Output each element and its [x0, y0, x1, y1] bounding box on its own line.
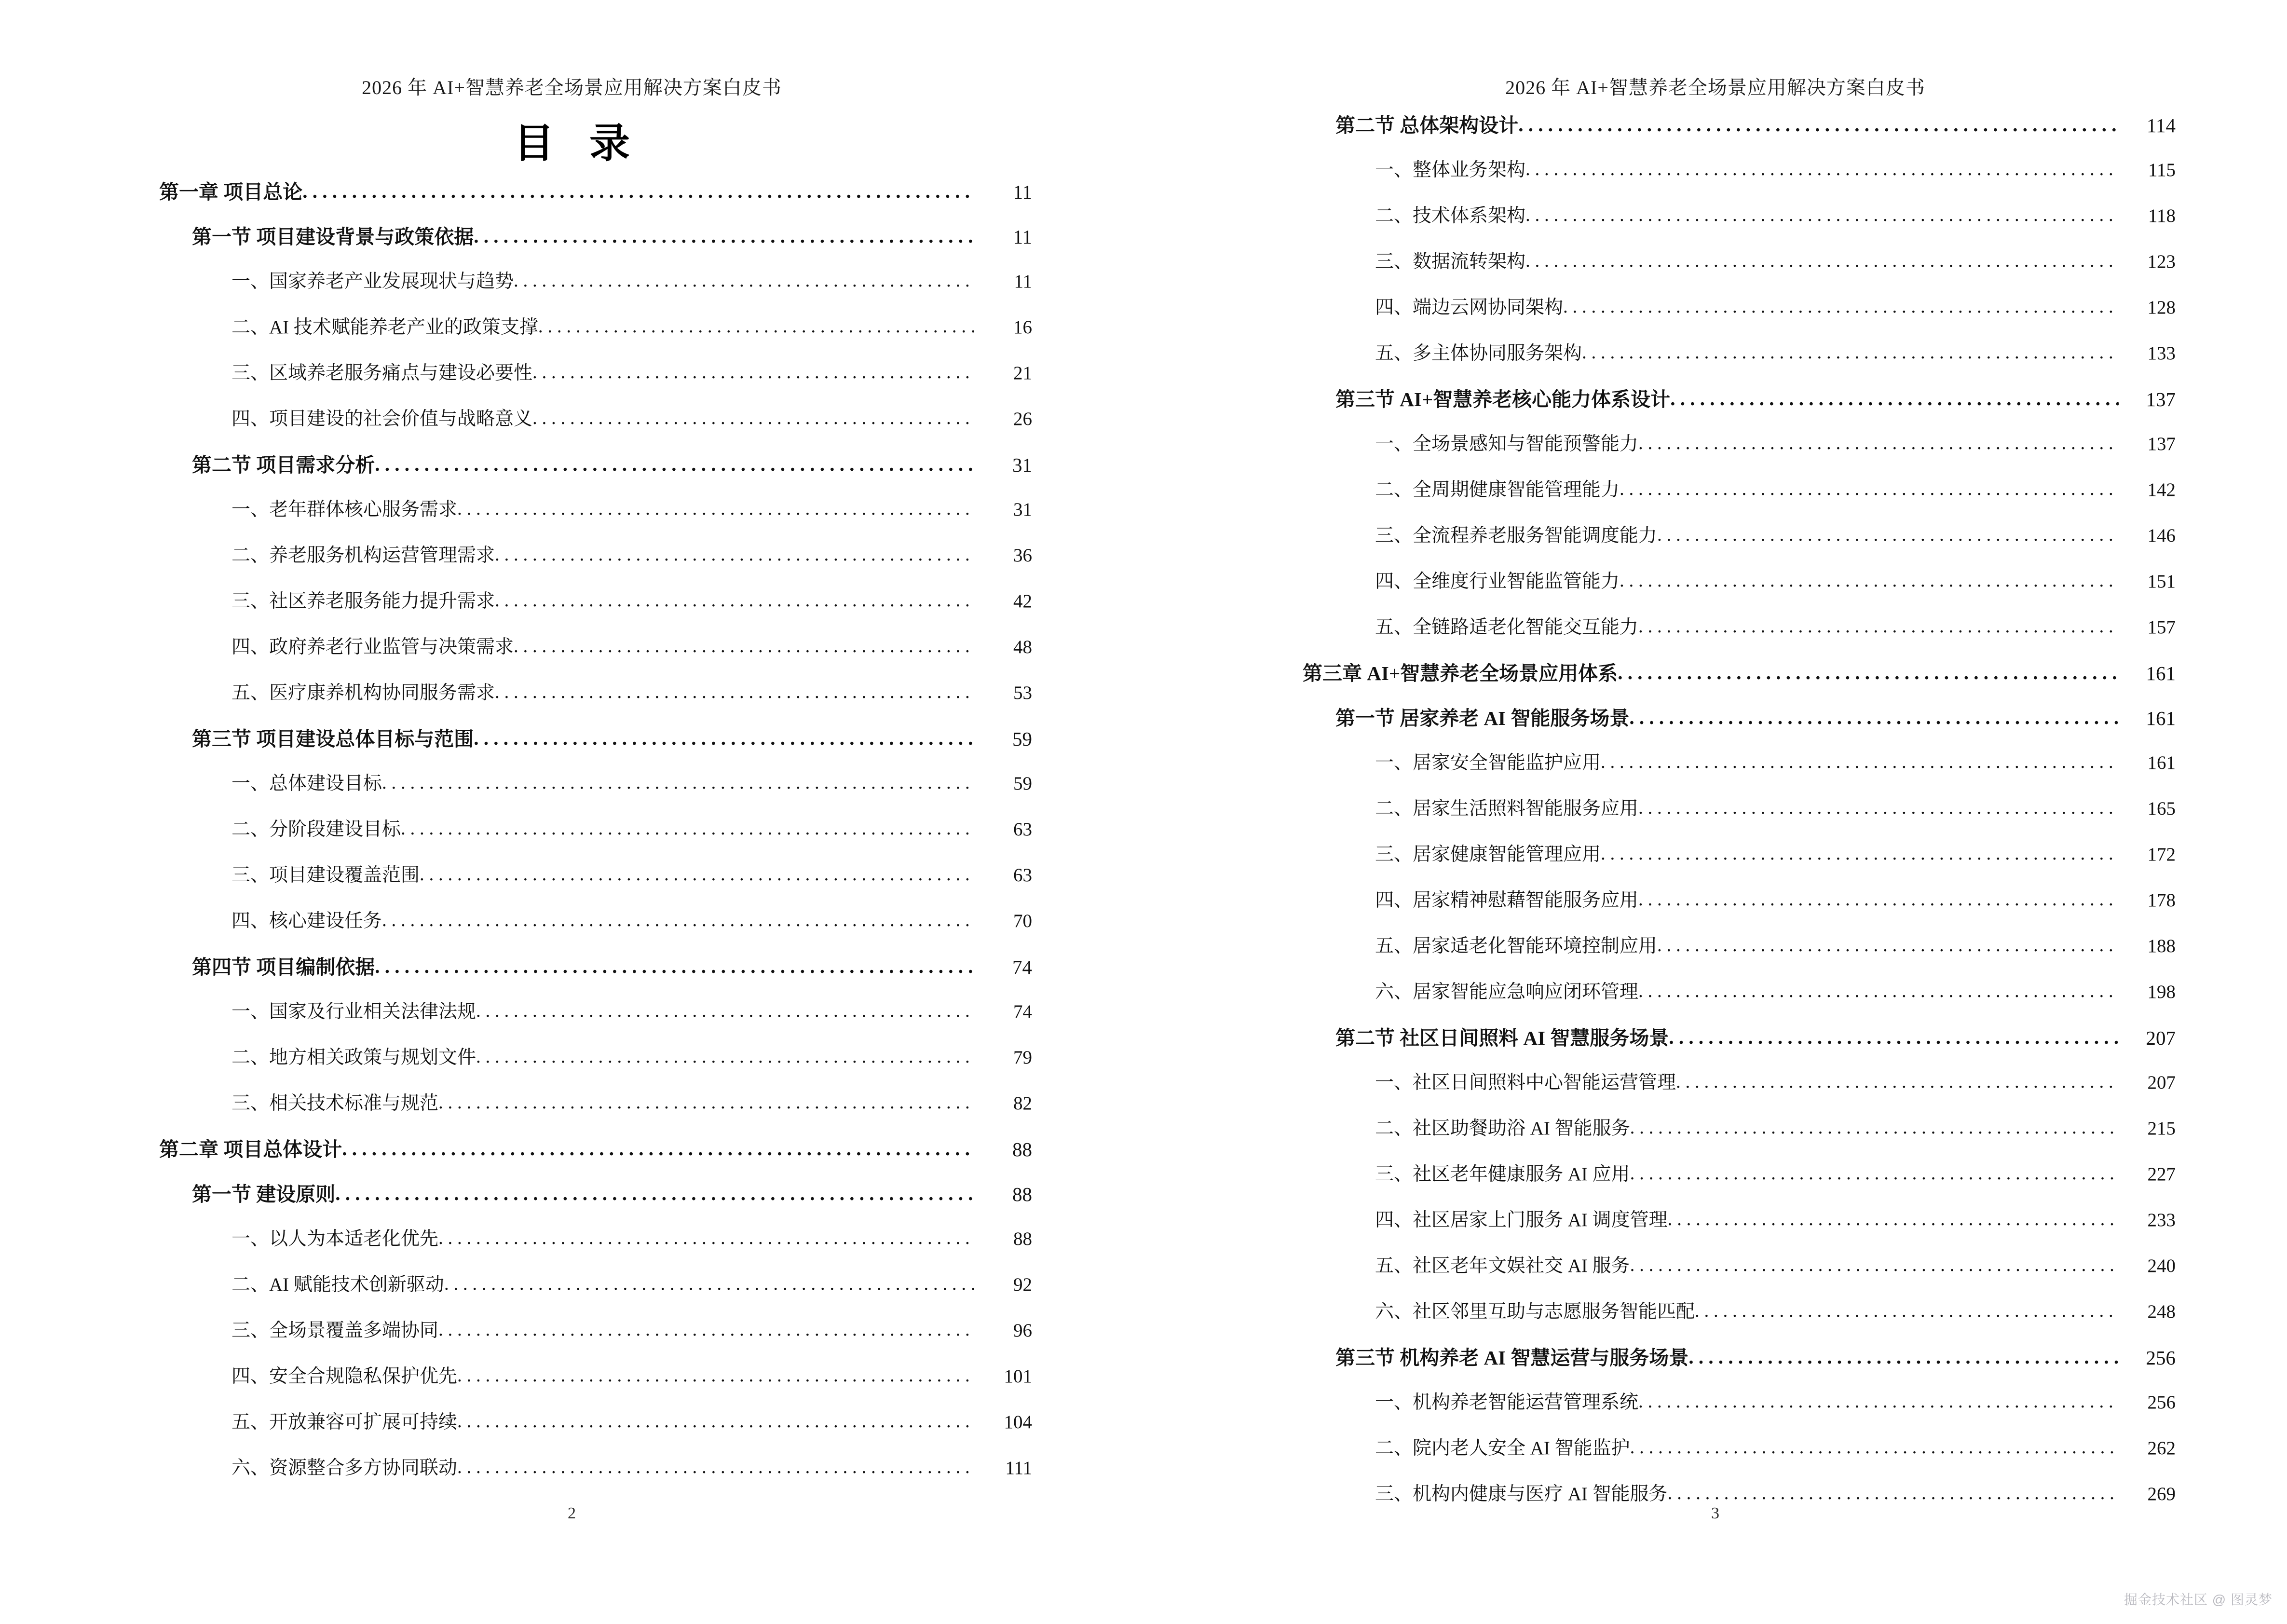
toc-entry-label: 五、全链路适老化智能交互能力: [1375, 617, 1639, 638]
toc-dot-leader: [302, 182, 975, 202]
toc-entry-level-3[interactable]: [1375, 891, 2176, 910]
toc-entry-label: 三、社区老年健康服务 AI 应用: [1375, 1164, 1630, 1185]
toc-entry-level-2[interactable]: [1335, 390, 2176, 409]
toc-entry-level-3[interactable]: [231, 500, 1032, 519]
toc-entry-page-number: 207: [2146, 1027, 2176, 1049]
page-right: [1144, 0, 2287, 1624]
toc-entry-label: 第三节 项目建设总体目标与范围: [192, 728, 474, 750]
toc-entry-level-3[interactable]: [231, 683, 1032, 702]
toc-entry-level-3[interactable]: [231, 546, 1032, 565]
toc-entry-page-number: 137: [2147, 434, 2176, 454]
toc-entry-label: 二、AI 赋能技术创新驱动: [231, 1274, 444, 1295]
toc-entry-page-number: 128: [2147, 297, 2176, 318]
toc-entry-label: 三、项目建设覆盖范围: [231, 865, 420, 886]
page-number: 2: [568, 1504, 576, 1522]
toc-dot-leader: [1638, 891, 2119, 910]
toc-entry-page-number: 11: [1013, 226, 1032, 248]
toc-entry-page-number: 88: [1012, 1138, 1032, 1160]
toc-entry-level-3[interactable]: [231, 1002, 1032, 1021]
toc-entry-label: 三、全流程养老服务智能调度能力: [1375, 525, 1658, 546]
toc-entry-page-number: 11: [1013, 181, 1032, 203]
toc-entry-label: 四、项目建设的社会价值与战略意义: [231, 409, 533, 429]
toc-entry-label: 一、总体建设目标: [231, 773, 382, 794]
toc-entry-level-3[interactable]: [1375, 526, 2176, 545]
toc-dot-leader: [1525, 206, 2119, 225]
toc-entry-level-3[interactable]: [1375, 298, 2176, 317]
toc-entry-page-number: 178: [2147, 890, 2176, 911]
running-header: 2026 年 AI+智慧养老全场景应用解决方案白皮书: [362, 77, 782, 98]
toc-dot-leader: [495, 592, 975, 611]
toc-entry-level-3[interactable]: [1375, 1211, 2176, 1229]
toc-dot-leader: [401, 820, 975, 839]
toc-entry-page-number: 42: [1013, 591, 1032, 612]
toc-entry-level-3[interactable]: [1375, 1302, 2176, 1321]
toc-dot-leader: [1629, 709, 2119, 728]
toc-entry-level-3[interactable]: [1375, 753, 2176, 772]
toc-entry-label: 一、社区日间照料中心智能运营管理: [1375, 1072, 1676, 1093]
toc-entry-page-number: 161: [2146, 662, 2176, 684]
toc-dot-leader: [1668, 1211, 2119, 1229]
toc-entry-level-3[interactable]: [231, 1413, 1032, 1432]
toc-entry-level-3[interactable]: [1375, 435, 2176, 453]
toc-dot-leader: [1563, 298, 2119, 317]
toc-entry-level-3[interactable]: [1375, 206, 2176, 225]
toc-entry-page-number: 70: [1013, 911, 1032, 931]
toc-dot-leader: [375, 957, 975, 977]
toc-dot-leader: [335, 1185, 975, 1204]
toc-dot-leader: [1630, 1165, 2119, 1184]
toc-dot-leader: [1601, 845, 2119, 864]
toc-entry-label: 二、分阶段建设目标: [231, 819, 401, 840]
toc-entry-label: 第四节 项目编制依据: [192, 956, 375, 978]
toc-entry-label: 第一节 居家养老 AI 智能服务场景: [1335, 707, 1630, 729]
toc-entry-level-3[interactable]: [1375, 572, 2176, 591]
toc-dot-leader: [514, 272, 975, 291]
toc-dot-leader: [1525, 161, 2119, 179]
toc-entry-label: 四、社区居家上门服务 AI 调度管理: [1375, 1210, 1668, 1230]
toc-entry-page-number: 161: [2146, 707, 2176, 729]
toc-entry-level-3[interactable]: [231, 272, 1032, 291]
toc-dot-leader: [1620, 572, 2119, 591]
toc-entry-label: 五、居家适老化智能环境控制应用: [1375, 936, 1658, 956]
toc-entry-label: 三、社区养老服务能力提升需求: [231, 591, 495, 612]
toc-dot-leader: [1582, 344, 2119, 363]
toc-entry-page-number: 256: [2146, 1347, 2176, 1369]
toc-entry-page-number: 59: [1013, 773, 1032, 794]
toc-dot-leader: [457, 1367, 975, 1386]
toc-entry-page-number: 240: [2147, 1256, 2176, 1276]
toc-entry-level-3[interactable]: [1375, 983, 2176, 1001]
toc-entry-label: 四、安全合规隐私保护优先: [231, 1366, 458, 1387]
toc-dot-leader: [1638, 435, 2119, 453]
toc-entry-label: 二、养老服务机构运营管理需求: [231, 545, 495, 566]
toc-entry-page-number: 63: [1013, 865, 1032, 886]
toc-entry-page-number: 233: [2147, 1210, 2176, 1230]
toc-entry-level-3[interactable]: [1375, 937, 2176, 955]
toc-entry-page-number: 188: [2147, 936, 2176, 956]
toc-entry-label: 三、居家健康智能管理应用: [1375, 844, 1601, 865]
toc-dot-leader: [538, 318, 975, 337]
toc-entry-page-number: 207: [2147, 1072, 2176, 1093]
toc-entry-label: 一、机构养老智能运营管理系统: [1375, 1392, 1639, 1413]
toc-entry-level-3[interactable]: [1375, 252, 2176, 271]
toc-entry-label: 四、端边云网协同架构: [1375, 297, 1564, 318]
toc-dot-leader: [1630, 1256, 2119, 1275]
toc-dot-leader: [444, 1275, 975, 1294]
toc-entry-level-3[interactable]: [1375, 1073, 2176, 1092]
toc-entry-level-3[interactable]: [231, 866, 1032, 885]
toc-entry-label: 五、多主体协同服务架构: [1375, 343, 1582, 364]
toc-list-right: [1303, 116, 2176, 1530]
toc-entry-level-2[interactable]: [192, 1185, 1032, 1204]
toc-dot-leader: [1676, 1073, 2119, 1092]
toc-entry-level-2[interactable]: [1335, 709, 2176, 728]
toc-entry-level-1[interactable]: [159, 1140, 1032, 1160]
toc-entry-level-3[interactable]: [231, 1229, 1032, 1248]
toc-entry-label: 二、居家生活照料智能服务应用: [1375, 798, 1639, 819]
toc-entry-page-number: 74: [1012, 956, 1032, 978]
toc-dot-leader: [1638, 983, 2119, 1001]
toc-entry-page-number: 96: [1013, 1320, 1032, 1341]
toc-entry-level-2[interactable]: [1335, 1348, 2176, 1368]
toc-entry-page-number: 59: [1012, 728, 1032, 750]
toc-entry-page-number: 31: [1012, 454, 1032, 476]
toc-dot-leader: [382, 774, 975, 793]
toc-entry-page-number: 165: [2147, 798, 2176, 819]
toc-entry-label: 三、相关技术标准与规范: [231, 1093, 439, 1114]
toc-entry-page-number: 172: [2147, 844, 2176, 865]
toc-entry-page-number: 115: [2148, 160, 2176, 180]
toc-entry-page-number: 146: [2147, 525, 2176, 546]
toc-entry-level-3[interactable]: [231, 409, 1032, 428]
toc-entry-level-2[interactable]: [192, 227, 1032, 247]
toc-entry-page-number: 133: [2147, 343, 2176, 364]
toc-entry-label: 第三章 AI+智慧养老全场景应用体系: [1303, 662, 1618, 684]
toc-entry-label: 五、开放兼容可扩展可持续: [231, 1412, 458, 1433]
toc-entry-page-number: 11: [1014, 271, 1032, 292]
toc-entry-level-2[interactable]: [1335, 1028, 2176, 1048]
toc-entry-level-3[interactable]: [1375, 618, 2176, 637]
toc-entry-page-number: 74: [1013, 1001, 1032, 1022]
toc-dot-leader: [1695, 1302, 2119, 1321]
toc-dot-leader: [1669, 1028, 2119, 1048]
toc-entry-label: 六、居家智能应急响应闭环管理: [1375, 982, 1639, 1002]
toc-entry-page-number: 215: [2147, 1118, 2176, 1139]
toc-dot-leader: [438, 1229, 975, 1248]
toc-entry-page-number: 104: [1004, 1412, 1032, 1433]
toc-dot-leader: [514, 638, 975, 656]
toc-dot-leader: [457, 1459, 975, 1477]
toc-entry-label: 四、居家精神慰藉智能服务应用: [1375, 890, 1639, 911]
toc-entry-level-3[interactable]: [231, 1459, 1032, 1477]
toc-entry-page-number: 48: [1013, 637, 1032, 657]
toc-dot-leader: [1630, 1439, 2119, 1458]
toc-dot-leader: [342, 1140, 975, 1160]
toc-entry-label: 一、国家养老产业发展现状与趋势: [231, 271, 514, 292]
toc-entry-label: 五、医疗康养机构协同服务需求: [231, 682, 495, 703]
toc-dot-leader: [1668, 1485, 2119, 1503]
toc-entry-page-number: 53: [1013, 682, 1032, 703]
toc-entry-label: 第二节 总体架构设计: [1335, 114, 1519, 136]
toc-entry-page-number: 151: [2147, 571, 2176, 592]
toc-entry-page-number: 82: [1013, 1093, 1032, 1114]
toc-entry-label: 第三节 机构养老 AI 智慧运营与服务场景: [1335, 1347, 1689, 1369]
toc-entry-page-number: 16: [1013, 317, 1032, 338]
toc-dot-leader: [1670, 390, 2119, 409]
toc-entry-level-3[interactable]: [231, 364, 1032, 382]
toc-entry-level-3[interactable]: [231, 1367, 1032, 1386]
toc-entry-page-number: 248: [2147, 1301, 2176, 1322]
watermark: 掘金技术社区 @ 图灵梦: [2124, 1592, 2273, 1607]
toc-list-left: [159, 182, 1032, 1504]
toc-entry-label: 第二节 项目需求分析: [192, 454, 375, 476]
toc-entry-label: 六、社区邻里互助与志愿服务智能匹配: [1375, 1301, 1695, 1322]
toc-entry-level-3[interactable]: [1375, 1119, 2176, 1138]
toc-entry-label: 三、数据流转架构: [1375, 251, 1526, 272]
toc-dot-leader: [1688, 1348, 2119, 1368]
toc-entry-level-3[interactable]: [1375, 1485, 2176, 1503]
toc-entry-level-3[interactable]: [231, 592, 1032, 611]
toc-entry-page-number: 137: [2146, 388, 2176, 410]
toc-dot-leader: [420, 866, 975, 885]
toc-entry-label: 第二节 社区日间照料 AI 智慧服务场景: [1335, 1027, 1669, 1049]
toc-dot-leader: [438, 1321, 975, 1340]
toc-entry-level-3[interactable]: [231, 1275, 1032, 1294]
toc-entry-page-number: 142: [2147, 479, 2176, 500]
toc-entry-level-3[interactable]: [1375, 344, 2176, 363]
toc-dot-leader: [1518, 116, 2119, 136]
toc-entry-label: 三、全场景覆盖多端协同: [231, 1320, 439, 1341]
toc-entry-label: 三、区域养老服务痛点与建设必要性: [231, 363, 533, 383]
toc-entry-page-number: 118: [2148, 205, 2176, 226]
toc-dot-leader: [474, 227, 975, 247]
toc-dot-leader: [457, 500, 975, 519]
toc-entry-level-3[interactable]: [231, 1321, 1032, 1340]
toc-entry-level-3[interactable]: [1375, 161, 2176, 179]
toc-entry-page-number: 88: [1013, 1228, 1032, 1249]
toc-dot-leader: [495, 546, 975, 565]
toc-entry-level-3[interactable]: [1375, 1393, 2176, 1412]
toc-entry-page-number: 157: [2147, 617, 2176, 638]
toc-dot-leader: [474, 729, 975, 749]
toc-dot-leader: [457, 1413, 975, 1432]
toc-entry-level-3[interactable]: [231, 1094, 1032, 1113]
toc-entry-page-number: 111: [1005, 1458, 1032, 1478]
toc-entry-level-3[interactable]: [1375, 799, 2176, 818]
toc-entry-page-number: 36: [1013, 545, 1032, 566]
toc-entry-page-number: 262: [2147, 1438, 2176, 1459]
toc-entry-label: 二、社区助餐助浴 AI 智能服务: [1375, 1118, 1630, 1139]
toc-entry-label: 二、地方相关政策与规划文件: [231, 1047, 476, 1068]
toc-entry-level-2[interactable]: [192, 957, 1032, 977]
toc-entry-level-3[interactable]: [1375, 1439, 2176, 1458]
toc-entry-label: 第一章 项目总论: [159, 181, 303, 203]
toc-entry-level-3[interactable]: [231, 774, 1032, 793]
toc-entry-label: 五、社区老年文娱社交 AI 服务: [1375, 1256, 1630, 1276]
toc-entry-label: 四、政府养老行业监管与决策需求: [231, 637, 514, 657]
toc-dot-leader: [1601, 753, 2119, 772]
toc-entry-level-3[interactable]: [1375, 845, 2176, 864]
toc-dot-leader: [1638, 799, 2119, 818]
toc-entry-level-3[interactable]: [231, 638, 1032, 656]
toc-entry-page-number: 114: [2147, 114, 2176, 136]
toc-dot-leader: [476, 1048, 975, 1067]
toc-entry-level-2[interactable]: [192, 455, 1032, 475]
toc-entry-level-2[interactable]: [1335, 116, 2176, 136]
toc-entry-label: 二、全周期健康智能管理能力: [1375, 479, 1620, 500]
toc-entry-level-3[interactable]: [231, 820, 1032, 839]
toc-entry-label: 四、全维度行业智能监管能力: [1375, 571, 1620, 592]
toc-entry-label: 一、老年群体核心服务需求: [231, 499, 458, 520]
toc-entry-label: 第二章 项目总体设计: [159, 1138, 342, 1160]
toc-entry-label: 一、整体业务架构: [1375, 160, 1526, 180]
toc-entry-page-number: 88: [1012, 1183, 1032, 1205]
toc-entry-label: 三、机构内健康与医疗 AI 智能服务: [1375, 1484, 1668, 1504]
toc-dot-leader: [1620, 480, 2119, 499]
toc-entry-label: 第一节 建设原则: [192, 1183, 336, 1205]
toc-dot-leader: [1638, 1393, 2119, 1412]
toc-entry-label: 二、技术体系架构: [1375, 205, 1526, 226]
toc-dot-leader: [532, 364, 975, 382]
toc-dot-leader: [1618, 664, 2119, 683]
toc-entry-page-number: 256: [2147, 1392, 2176, 1413]
toc-entry-label: 二、AI 技术赋能养老产业的政策支撑: [231, 317, 538, 338]
toc-entry-page-number: 123: [2147, 251, 2176, 272]
toc-dot-leader: [476, 1002, 975, 1021]
toc-entry-page-number: 63: [1013, 819, 1032, 840]
toc-entry-page-number: 92: [1013, 1274, 1032, 1295]
toc-entry-level-2[interactable]: [192, 729, 1032, 749]
toc-entry-level-1[interactable]: [1303, 664, 2176, 683]
toc-entry-label: 一、以人为本适老化优先: [231, 1228, 439, 1249]
toc-dot-leader: [375, 455, 975, 475]
toc-entry-page-number: 161: [2147, 752, 2176, 773]
toc-entry-label: 一、居家安全智能监护应用: [1375, 752, 1601, 773]
toc-entry-page-number: 198: [2147, 982, 2176, 1002]
toc-dot-leader: [532, 409, 975, 428]
toc-entry-page-number: 101: [1004, 1366, 1032, 1387]
toc-entry-page-number: 269: [2147, 1484, 2176, 1504]
toc-entry-label: 一、国家及行业相关法律法规: [231, 1001, 476, 1022]
toc-entry-label: 一、全场景感知与智能预警能力: [1375, 434, 1639, 454]
toc-entry-page-number: 79: [1013, 1047, 1032, 1068]
toc-dot-leader: [438, 1094, 975, 1113]
toc-entry-label: 第三节 AI+智慧养老核心能力体系设计: [1335, 388, 1671, 410]
toc-entry-level-3[interactable]: [1375, 1165, 2176, 1184]
toc-entry-level-1[interactable]: [159, 182, 1032, 202]
toc-dot-leader: [1657, 937, 2119, 955]
toc-entry-level-3[interactable]: [1375, 1256, 2176, 1275]
toc-entry-label: 六、资源整合多方协同联动: [231, 1458, 458, 1478]
toc-entry-level-3[interactable]: [231, 318, 1032, 337]
toc-entry-label: 四、核心建设任务: [231, 911, 382, 931]
toc-dot-leader: [1657, 526, 2119, 545]
toc-entry-label: 二、院内老人安全 AI 智能监护: [1375, 1438, 1630, 1459]
running-header: 2026 年 AI+智慧养老全场景应用解决方案白皮书: [1505, 77, 1925, 98]
toc-dot-leader: [1630, 1119, 2119, 1138]
toc-entry-level-3[interactable]: [231, 912, 1032, 930]
toc-entry-page-number: 31: [1013, 499, 1032, 520]
toc-dot-leader: [1638, 618, 2119, 637]
page-title: 目 录: [513, 122, 642, 166]
toc-entry-level-3[interactable]: [1375, 480, 2176, 499]
toc-entry-page-number: 26: [1013, 409, 1032, 429]
page-number: 3: [1711, 1504, 1719, 1522]
toc-entry-level-3[interactable]: [231, 1048, 1032, 1067]
toc-entry-page-number: 21: [1013, 363, 1032, 383]
toc-dot-leader: [495, 683, 975, 702]
toc-entry-label: 第一节 项目建设背景与政策依据: [192, 226, 474, 248]
toc-entry-page-number: 227: [2147, 1164, 2176, 1185]
toc-dot-leader: [1525, 252, 2119, 271]
toc-dot-leader: [382, 912, 975, 930]
